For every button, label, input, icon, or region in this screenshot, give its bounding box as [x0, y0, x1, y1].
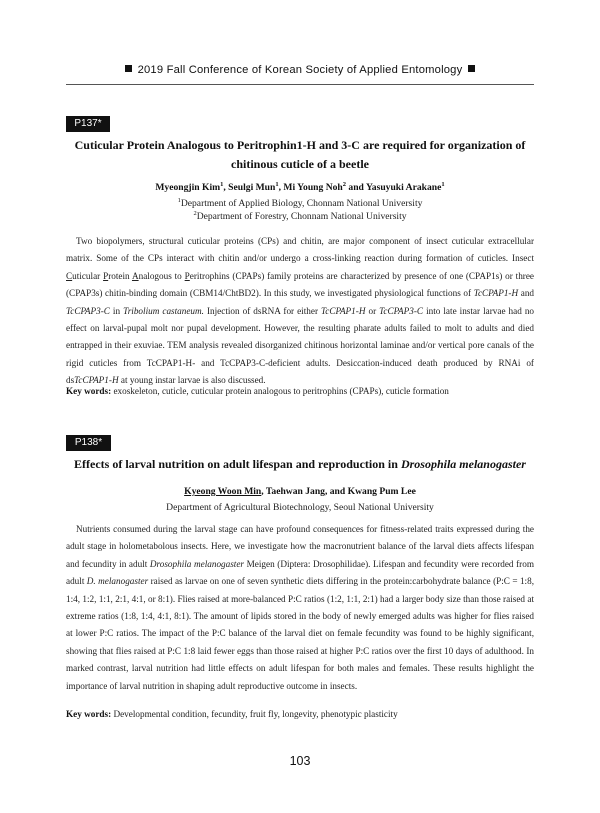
- conference-header: [66, 64, 534, 76]
- affiliation-marker: 1: [177, 197, 181, 204]
- author-name: Yasuyuki Arakane: [365, 182, 442, 193]
- header-divider: [66, 84, 534, 85]
- affiliation-list: [66, 197, 534, 223]
- body-text: uticular: [72, 270, 104, 281]
- author-separator: ,: [223, 182, 229, 193]
- author-separator: ,: [278, 182, 284, 193]
- abstract-body: [66, 233, 534, 390]
- body-text: into late instar larvae had no effect on larval-pupal molt nor pupal development. However, the resulting pharate adults failed to molt to adults and died entrapped in their exuviae. TEM analysis revealed disorganized chitinous horizontal laminae and/or vertical pore canals of the rigid cuticles from TcCPAP1-H- and TcCPAP3-C-deficient adults. Desiccation-induced death produced by RNAi of ds: [66, 305, 535, 386]
- body-text: eritrophins (CPAPs) family proteins are characterized by presence of one (CPAP1s) or three (CPAP3s) chitin-binding domain (CBM14/ChtBD2). In this study, we investigated physiological functions of: [66, 270, 535, 299]
- author-name: Kyeong Woon Min: [184, 486, 262, 497]
- abstract-code-badge: P137*: [66, 116, 110, 132]
- body-underlined: C: [66, 270, 73, 281]
- conference-title: 2019 Fall Conference of Korean Society of Applied Entomology: [137, 64, 463, 76]
- body-text: Two biopolymers, structural cuticular proteins (CPs) and chitin, are major component of insect cuticular extracellular matrix. Some of the CPs interact with chitin and/or undergo a cross-linking reaction during formation of cuticles. Insect: [66, 236, 534, 264]
- author-list: [66, 485, 534, 499]
- affiliation-text: Department of Forestry, Chonnam National University: [196, 211, 407, 222]
- body-text: nalogous to: [138, 270, 185, 281]
- title-line: chitinous cuticle of a beetle: [231, 157, 369, 171]
- title-line: Cuticular Protein Analogous to Peritrophin1-H and 3-C are required for organization of: [74, 138, 526, 152]
- keywords: [66, 706, 534, 722]
- affiliation-line: Department of Agricultural Biotechnology, Seoul National University: [166, 502, 434, 513]
- body-text: raised as larvae on one of seven synthetic diets differing in the protein:carbohydrate balance (P:C = 1:8, 1:4, 1:2, 1:1, 2:1, 4:1, or 8:1). Flies raised at more-balanced P:C ratios (1:2, 1:1, 2:1) had a larger body size than those raised at extreme ratios (1:8, 1:4, 4:1, 8:1). The amount of lipids stored in the body of newly emerged adults was higher for flies raised at lower P:C ratios. The impact of the P:C balance of the larval diet on female fecundity was found to be highly significant, showing that flies raised at P:C 1:8 laid fewer eggs than those raised at higher P:C ratios over the first 10 days of adulthood. In marked contrast, larval nutrition had little effects on adult lifespan for both males and females. These results highlight the importance of larval nutrition in shaping adult reproductive outcome in insects.: [66, 576, 534, 691]
- body-underlined: A: [131, 270, 139, 281]
- affiliation-marker: 2: [193, 210, 197, 217]
- author-name: Myeongjin Kim: [155, 182, 221, 193]
- affiliation-marker: 2: [342, 181, 347, 188]
- author-names: , Taehwan Jang, and Kwang Pum Lee: [261, 486, 416, 497]
- author-list: [66, 181, 534, 195]
- body-text: rotein: [108, 270, 132, 281]
- keywords-text: exoskeleton, cuticle, cuticular protein analogous to peritrophins (CPAPs), cuticle formation: [113, 386, 449, 396]
- body-italic: TcCPAP1-H: [74, 375, 119, 386]
- keywords-label: Key words:: [66, 709, 112, 719]
- affiliation-marker: 1: [275, 181, 279, 188]
- body-italic: TcCPAP3-C: [379, 305, 424, 316]
- affiliation-marker: 1: [441, 181, 445, 188]
- author-name: Seulgi Mun: [228, 182, 276, 193]
- affiliation-marker: 1: [220, 181, 224, 188]
- affiliation-text: Department of Applied Biology, Chonnam National University: [180, 198, 423, 209]
- page-number: 103: [289, 754, 311, 768]
- title-text: Effects of larval nutrition on adult lifespan and reproduction in: [74, 457, 401, 471]
- body-italic: D. melanogaster: [86, 576, 149, 587]
- body-text: Injection of dsRNA for either: [203, 305, 322, 316]
- body-text: or: [365, 305, 380, 316]
- author-separator: and: [346, 182, 366, 193]
- abstract-title: [66, 136, 534, 174]
- body-italic: TcCPAP3-C: [66, 305, 110, 316]
- affiliation-line: [66, 210, 534, 223]
- square-bullet-icon: [125, 65, 132, 72]
- body-text: and: [518, 288, 535, 299]
- abstract-code-badge: P138*: [66, 435, 111, 451]
- body-text: in: [109, 305, 124, 316]
- keywords-label: Key words:: [66, 386, 112, 396]
- body-underlined: P: [184, 270, 190, 281]
- keywords: [66, 383, 534, 399]
- author-name: Mi Young Noh: [283, 182, 343, 193]
- abstract-body: [66, 521, 534, 695]
- abstract-title: [66, 455, 534, 474]
- square-bullet-icon: [468, 65, 475, 72]
- keywords-text: Developmental condition, fecundity, fruit fly, longevity, phenotypic plasticity: [113, 709, 398, 719]
- body-italic: TcCPAP1-H: [321, 305, 366, 316]
- affiliation-line: [66, 197, 534, 210]
- body-text: Meigen (Diptera: Drosophilidae). Lifespan and fecundity were recorded from adult: [66, 558, 534, 587]
- title-italic: Drosophila melanogaster: [400, 457, 526, 471]
- body-text: at young instar larvae is also discussed.: [118, 375, 266, 386]
- body-text: Nutrients consumed during the larval stage can have profound consequences for fitness-related traits expressed during the adult stage in holometabolous insects. Here, we investigate how the macronutrient balance of the larval diets affects lifespan and fecundity in adult: [66, 524, 534, 569]
- body-italic: Tribolium castaneum.: [123, 305, 204, 316]
- body-italic: TcCPAP1-H: [473, 288, 519, 299]
- body-italic: Drosophila melanogaster: [149, 558, 245, 569]
- body-underlined: P: [103, 270, 109, 281]
